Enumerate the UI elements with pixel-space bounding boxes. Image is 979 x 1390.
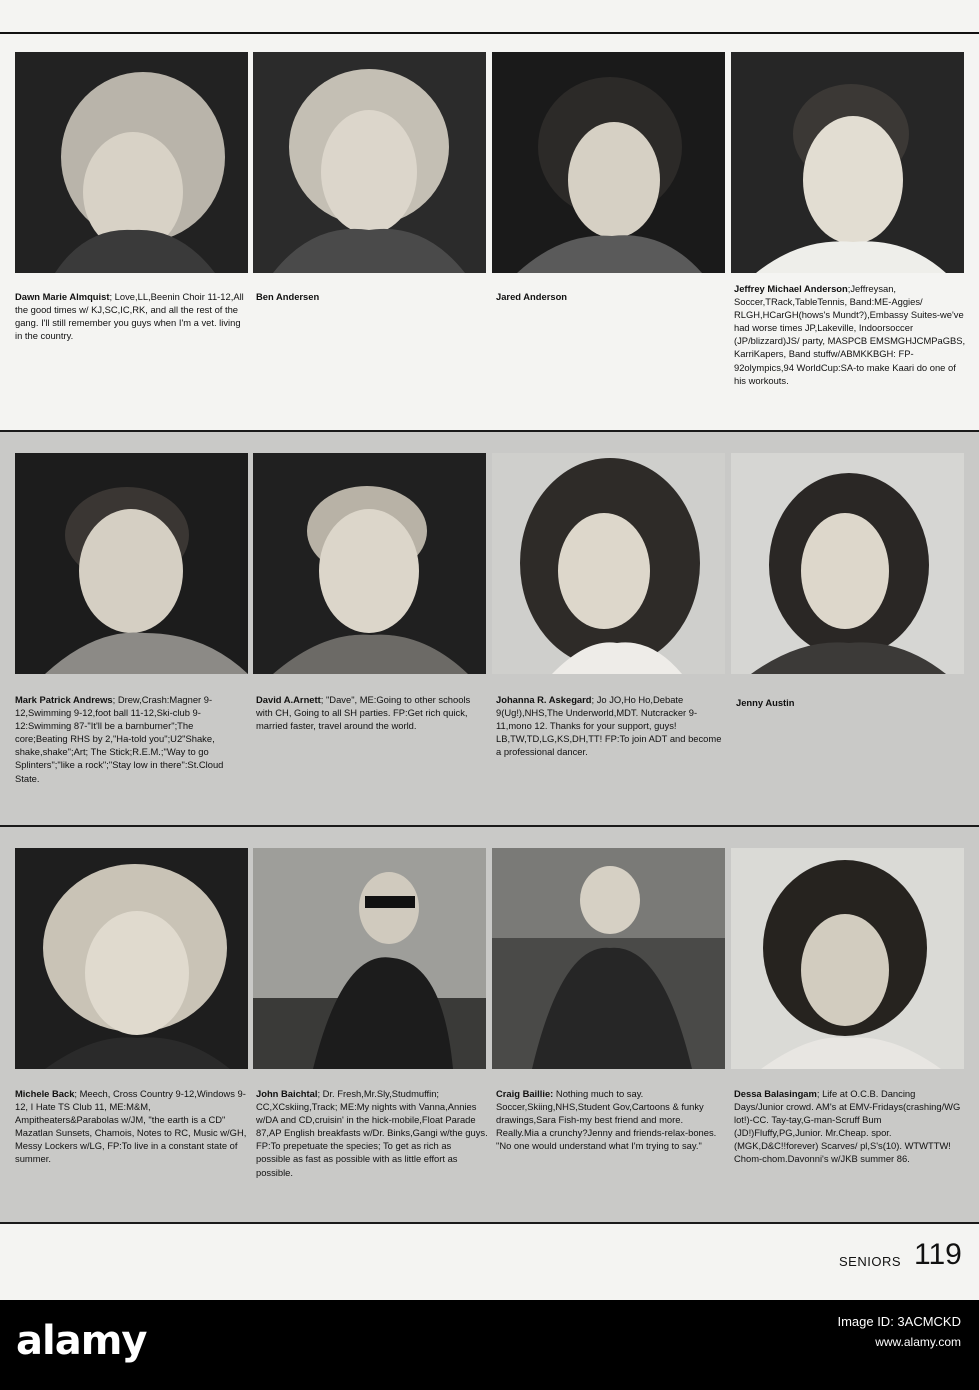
- senior-caption: [15, 290, 247, 342]
- portrait-craig-baillie: [492, 848, 725, 1069]
- senior-caption: [734, 282, 966, 387]
- senior-bio: ; Dr. Fresh,Mr.Sly,Studmuffin; CC,XCskiing,Track; ME:My nights with Vanna,Annies w/DA and CD,cruisin' in the hick-mobile,Float Parade 87,AP English breakfasts w/Dr. Binks,Gangi w/the guys. FP:To prepetuate the species; To get as rich as possible as fast as possible with as little effort as possible.: [256, 1088, 488, 1178]
- senior-name: Dawn Marie Almquist: [15, 291, 110, 302]
- senior-name: David A.Arnett: [256, 694, 321, 705]
- senior-name: Dessa Balasingam: [734, 1088, 817, 1099]
- portrait-photo: [15, 453, 248, 674]
- watermark-site: www.alamy.com: [875, 1335, 961, 1349]
- senior-name: Johanna R. Askegard: [496, 694, 592, 705]
- senior-name: Jared Anderson: [496, 291, 568, 302]
- senior-bio: ; Drew,Crash:Magner 9-12,Swimming 9-12,foot ball 11-12,Ski-club 9-12:Swimming 87-"It'll be a barnburner";The core;Beating RHS by 2,"Ha-told you";U2"Shake, shake,shake";Art; The Stick;R.E.M.;"Way to go Splinters";"like a rock";"Stay low in there":St.Cloud State.: [15, 694, 224, 784]
- senior-name: Mark Patrick Andrews: [15, 694, 113, 705]
- section-label: SENIORS: [839, 1254, 902, 1269]
- watermark-image-id: Image ID: 3ACMCKD: [837, 1314, 961, 1329]
- portrait-jared-anderson: [492, 52, 725, 273]
- band-divider: [0, 1222, 979, 1224]
- senior-caption: [736, 696, 968, 709]
- portrait-jenny-austin: [731, 453, 964, 674]
- senior-name: John Baichtal: [256, 1088, 318, 1099]
- watermark-bar: [0, 1300, 979, 1390]
- senior-caption: [496, 693, 728, 758]
- senior-caption: [496, 1087, 728, 1152]
- portrait-photo: [253, 453, 486, 674]
- portrait-photo: [731, 453, 964, 674]
- portrait-mark-andrews: [15, 453, 248, 674]
- portrait-dessa-balasingam: [731, 848, 964, 1069]
- senior-caption: [256, 1087, 488, 1179]
- senior-bio: Nothing much to say. Soccer,Skiing,NHS,Student Gov,Cartoons & funky drawings,Sara Fish-my best friend and more. Really.Mia a crunchy?Jenny and friends-relax-bones. "No one would understand what I'm trying to say.": [496, 1088, 717, 1152]
- portrait-david-arnett: [253, 453, 486, 674]
- senior-caption: [15, 1087, 247, 1166]
- senior-name: Michele Back: [15, 1088, 75, 1099]
- senior-bio: ; Jo JO,Ho Ho,Debate 9(Ug!),NHS,The Underworld,MDT. Nutcracker 9-11,mono 12. Thanks for your support, guys! LB,TW,TD,LG,KS,DH,TT! FP:To join ADT and become a professional dancer.: [496, 694, 722, 758]
- portrait-photo: [253, 848, 486, 1069]
- portrait-michele-back: [15, 848, 248, 1069]
- senior-bio: ; Meech, Cross Country 9-12,Windows 9-12, I Hate TS Club 11, ME:M&M, Ampitheaters&Parabolas w/JM, "the earth is a CD" Mazatlan Sunsets, Chamois, Notes to RC, Music w/GH, Messy Lockers w/LG, FP:To live in a constant state of summer.: [15, 1088, 247, 1165]
- senior-name: Jeffrey Michael Anderson: [734, 283, 848, 294]
- senior-name: Ben Andersen: [256, 291, 320, 302]
- portrait-photo: [15, 848, 248, 1069]
- watermark-info: [837, 1312, 961, 1352]
- senior-caption: [256, 693, 488, 732]
- top-rule: [0, 32, 979, 34]
- portrait-john-baichtal: [253, 848, 486, 1069]
- senior-caption: [496, 290, 728, 303]
- senior-name: Craig Baillie:: [496, 1088, 554, 1099]
- portrait-photo: [731, 848, 964, 1069]
- senior-caption: [256, 290, 488, 303]
- senior-bio: ;Jeffreysan, Soccer,TRack,TableTennis, Band:ME-Aggies/ RLGH,HCarGH(hows's Mundt?),Embassy Suites-we've had worse times JP,Lakeville, Indoorsoccer (JP/blizzard)JS/ party, MASPCB EMSMGHJCMPaGBS, KarriKapers, Band stuffw/ABMKKBGH: FP-92olympics,94 WorldCup:SA-to make Kaari do one of his workouts.: [734, 283, 966, 386]
- senior-caption: [15, 693, 247, 785]
- portrait-photo: [492, 453, 725, 674]
- portrait-photo: [492, 848, 725, 1069]
- portrait-jeffrey-anderson: [731, 52, 964, 273]
- portrait-ben-andersen: [253, 52, 486, 273]
- portrait-photo: [492, 52, 725, 273]
- senior-bio: ; Love,LL,Beenin Choir 11-12,All the good times w/ KJ,SC,IC,RK, and all the rest of the gang. I'll still remember you guys when I'm a vet. living in the country.: [15, 291, 244, 342]
- portrait-dawn-almquist: [15, 52, 248, 273]
- senior-caption: [734, 1087, 966, 1166]
- senior-bio: ; "Dave", ME:Going to other schools with CH, Going to all SH parties. FP:Get rich quick, married faster, travel around the world.: [256, 694, 471, 732]
- portrait-photo: [253, 52, 486, 273]
- portrait-photo: [15, 52, 248, 273]
- senior-bio: ; Life at O.C.B. Dancing Days/Junior crowd. AM's at EMV-Fridays(crashing/WG lot!)-CC. Tay-tay,G-man-Scruff Bum (JD!)Fluffy,PG,Junior. Mr.Cheap. spor. (MGK,D&C!!forever) Scarves/ pl,S's(10). WTWTTW! Chom-chom.Davonni's w/JKB summer 86.: [734, 1088, 961, 1165]
- watermark-logo: alamy: [16, 1318, 147, 1364]
- senior-name: Jenny Austin: [736, 697, 795, 708]
- portrait-johanna-askegard: [492, 453, 725, 674]
- portrait-photo: [731, 52, 964, 273]
- page-number: 119: [914, 1238, 962, 1271]
